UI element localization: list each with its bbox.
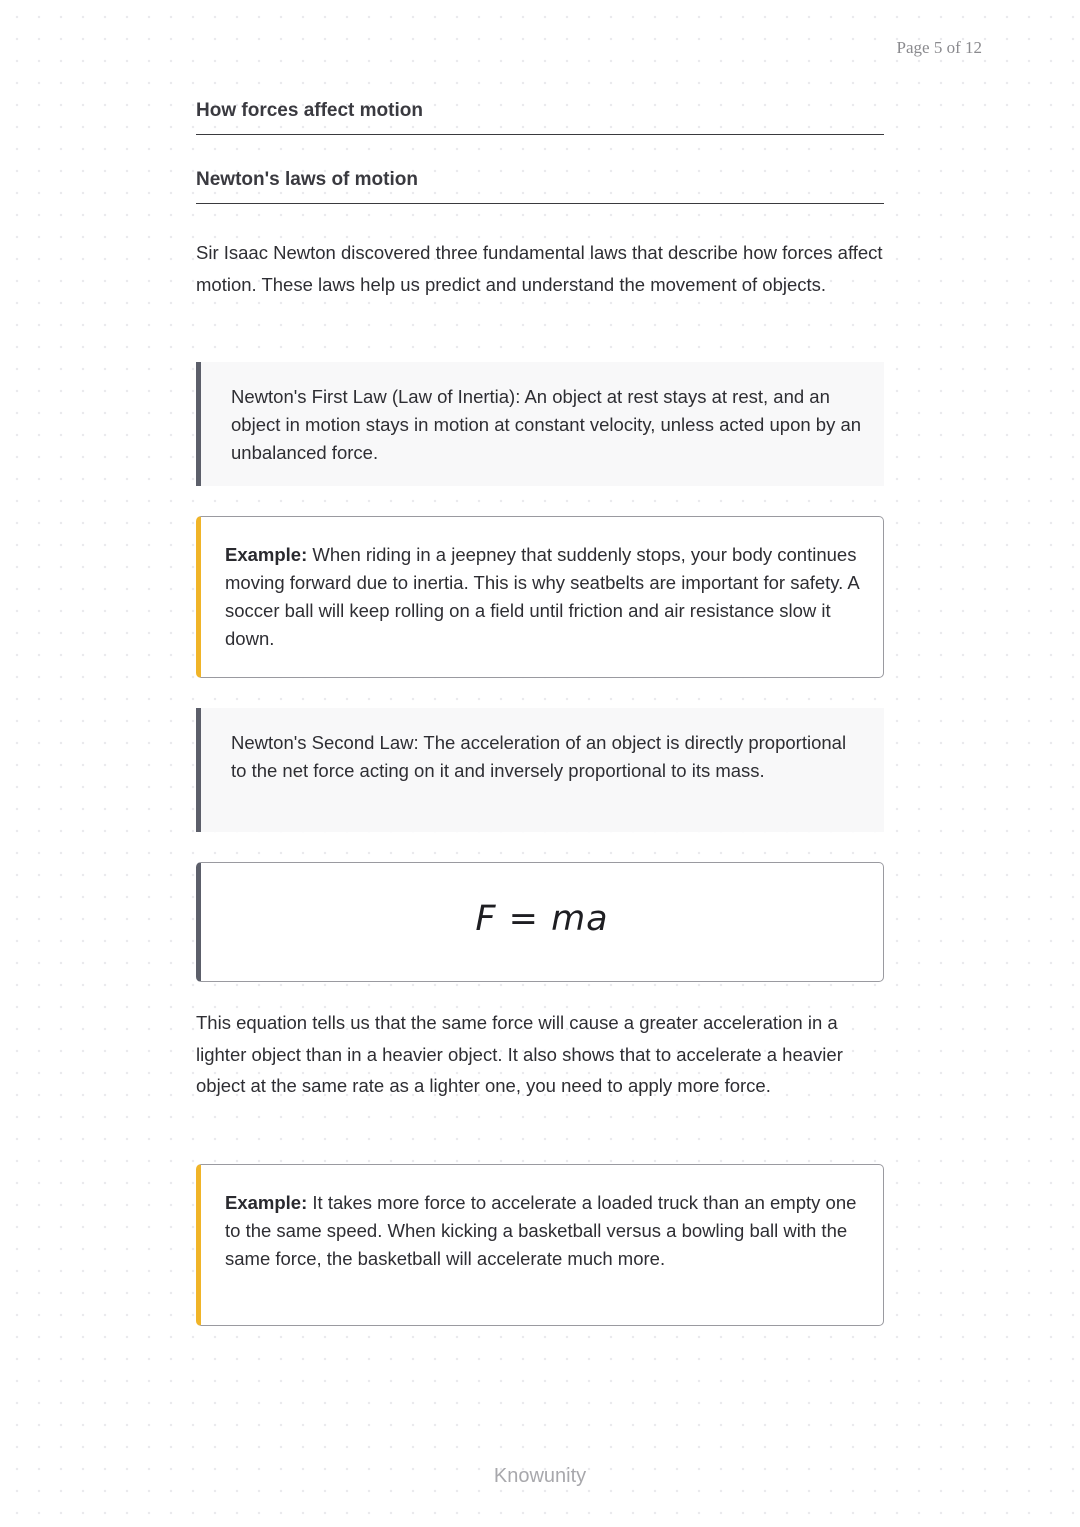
- example-label: Example:: [225, 1192, 308, 1213]
- example-callout-1: [196, 516, 884, 678]
- intro-paragraph: Sir Isaac Newton discovered three fundamental laws that describe how forces affect motion. These laws help us predict and understand the movement of objects.: [196, 242, 883, 295]
- first-law-callout: [196, 362, 884, 486]
- example-text: It takes more force to accelerate a loaded truck than an empty one to the same speed. When kicking a basketball versus a bowling ball with the same force, the basketball will accelerate much more.: [225, 1192, 857, 1269]
- subsection-heading: Newton's laws of motion: [196, 169, 884, 204]
- section-heading: How forces affect motion: [196, 100, 884, 135]
- explanation-paragraph: This equation tells us that the same force will cause a greater acceleration in a lighter object than in a heavier object. It also shows that to accelerate a heavier object at the same rate as a lighter one, you need to apply more force.: [196, 1012, 843, 1097]
- formula: F = ma: [475, 899, 609, 939]
- footer-brand: Knowunity: [493, 1465, 587, 1487]
- example-callout-2: [196, 1164, 884, 1326]
- page-number: Page 5 of 12: [896, 38, 982, 57]
- example-text: When riding in a jeepney that suddenly stops, your body continues moving forward due to inertia. This is why seatbelts are important for safety. A soccer ball will keep rolling on a field until friction and air resistance slow it down.: [225, 544, 859, 649]
- formula-box: [196, 862, 884, 982]
- second-law-callout: [196, 708, 884, 832]
- second-law-text: Newton's Second Law: The acceleration of an object is directly proportional to the net force acting on it and inversely proportional to its mass.: [231, 732, 847, 781]
- example-label: Example:: [225, 544, 308, 565]
- first-law-text: Newton's First Law (Law of Inertia): An object at rest stays at rest, and an object in motion stays in motion at constant velocity, unless acted upon by an unbalanced force.: [231, 386, 862, 463]
